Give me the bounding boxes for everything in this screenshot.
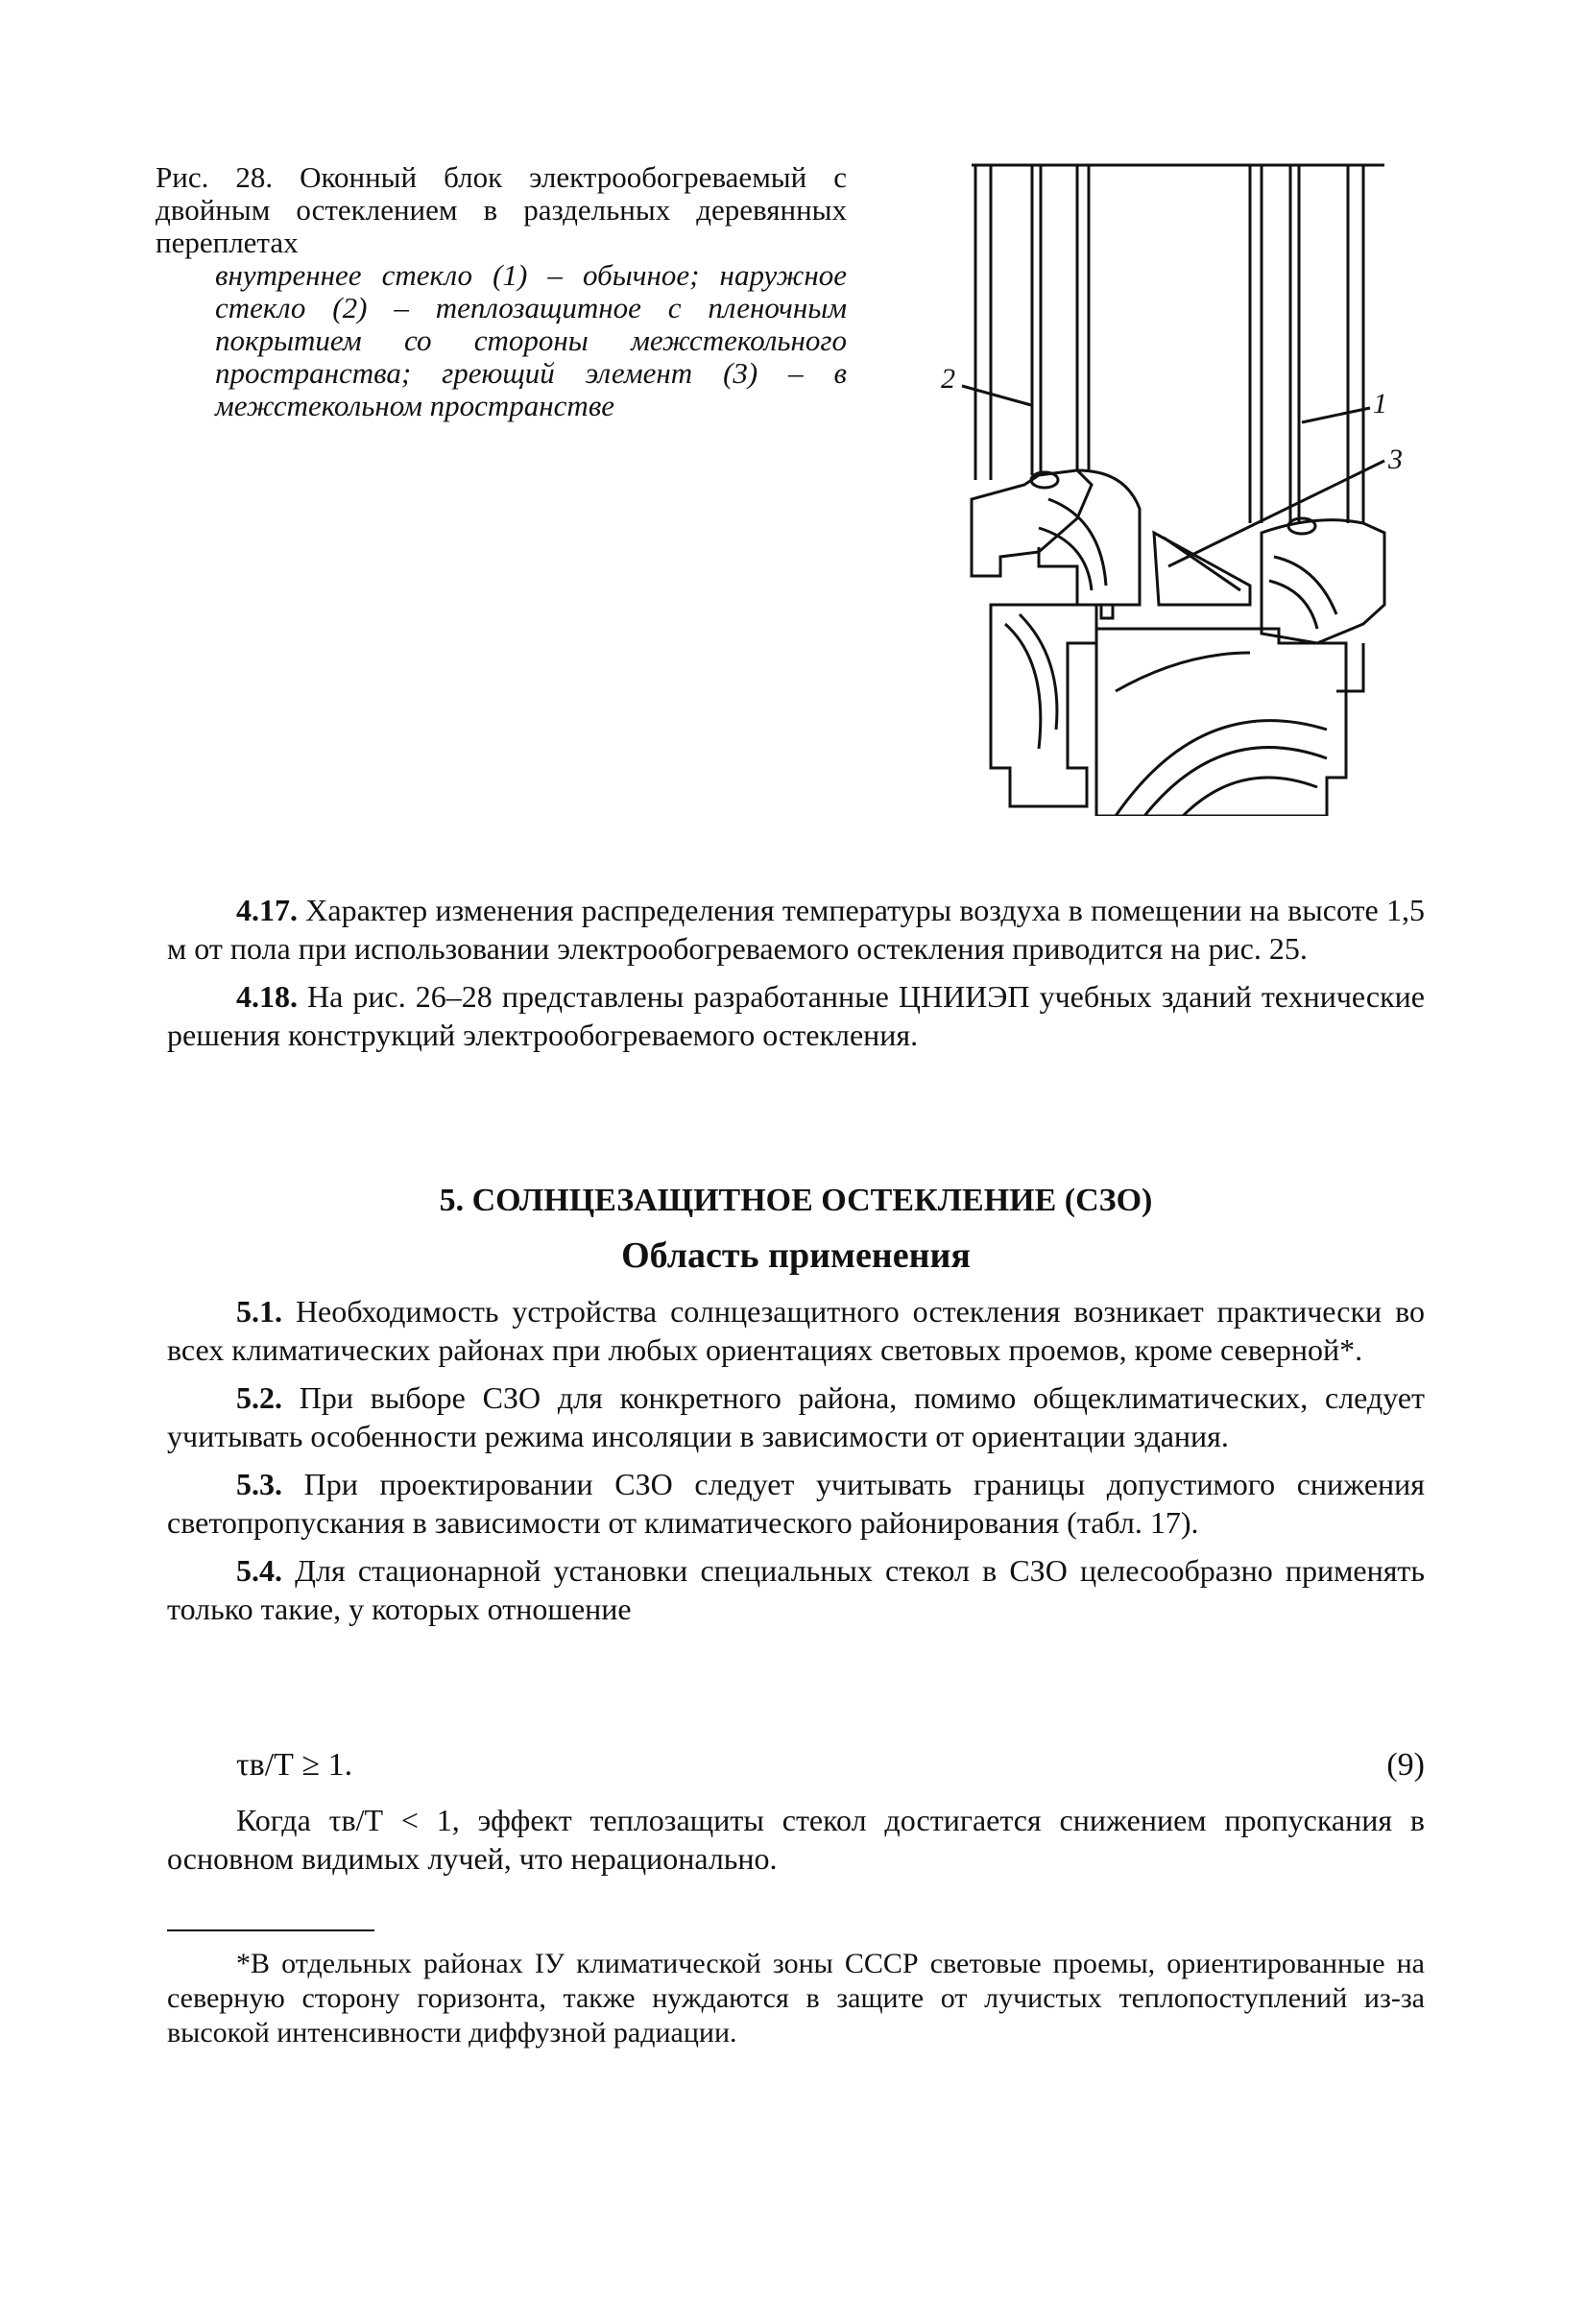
section-4-paragraphs xyxy=(167,891,1425,1064)
seal-block xyxy=(1101,605,1113,618)
paragraph-text: Для стационарной установки специальных стекол в СЗО целесообразно применять только такие, у которых отношение xyxy=(167,1553,1425,1626)
label-2: 2 xyxy=(941,363,955,395)
paragraph-text: При выборе СЗО для конкретного района, помимо общеклиматических, следует учитывать особенности режима инсоляции в зависимости от ориентации здания. xyxy=(167,1380,1425,1453)
figure-caption-description: внутреннее стекло (1) – обычное; наружное стекло (2) – теплозащитное с пленочным покрытием со стороны межстекольного пространства; греющий элемент (3) – в межстекольном пространстве xyxy=(215,258,847,422)
paragraph-number: 5.3. xyxy=(236,1467,282,1501)
wood-grain xyxy=(1020,614,1057,730)
frame-line xyxy=(1336,643,1363,691)
wood-grain xyxy=(1183,778,1317,816)
formula-expression: τв/Т ≥ 1. xyxy=(236,1747,353,1783)
leader-line-1 xyxy=(1302,408,1370,422)
wood-grain xyxy=(1039,528,1092,590)
paragraph-text: При проектировании СЗО следует учитывать границы допустимого снижения светопропускания в зависимости от климатического районирования (табл. 17). xyxy=(167,1467,1425,1540)
section-subtitle: Область применения xyxy=(621,1235,971,1276)
right-sash-profile xyxy=(1262,520,1384,643)
paragraph-4-18 xyxy=(167,977,1425,1054)
section-title: 5. СОЛНЦЕЗАЩИТНОЕ ОСТЕКЛЕНИЕ (СЗО) xyxy=(439,1183,1153,1218)
paragraph-number: 4.17. xyxy=(236,893,298,927)
paragraph-text: На рис. 26–28 представлены разработанные ЦНИИЭП учебных зданий технические решения конструкций электрообогреваемого остекления. xyxy=(167,979,1425,1052)
paragraph-number: 5.4. xyxy=(236,1553,282,1588)
after-formula-block xyxy=(167,1801,1425,1887)
label-1: 1 xyxy=(1373,388,1387,419)
paragraph-5-4 xyxy=(167,1551,1425,1628)
paragraph-text: Необходимость устройства солнцезащитного остекления возникает практически во всех климатических районах при любых ориентациях световых проемов, кроме северной*. xyxy=(167,1294,1425,1367)
wood-grain xyxy=(1116,653,1250,691)
formula-number: (9) xyxy=(1386,1747,1425,1783)
wood-grain xyxy=(1269,581,1317,629)
leader-line-3 xyxy=(1168,461,1384,566)
figure-caption xyxy=(156,161,847,422)
footnote-divider xyxy=(167,1929,374,1931)
paragraph-number: 4.18. xyxy=(236,979,298,1014)
paragraph-number: 5.1. xyxy=(236,1294,282,1329)
figure-caption-title: Рис. 28. Оконный блок электрообогреваемый с двойным остеклением в раздельных деревянных переплетах xyxy=(156,160,847,259)
left-sash-profile xyxy=(972,470,1092,576)
heating-element xyxy=(1154,533,1250,605)
paragraph-5-3 xyxy=(167,1465,1425,1542)
glass-seal xyxy=(1288,518,1315,534)
formula-9 xyxy=(236,1747,1425,1784)
label-3: 3 xyxy=(1388,443,1403,475)
window-block-drawing xyxy=(933,154,1452,816)
paragraph-4-17 xyxy=(167,891,1425,968)
paragraph-text: Характер изменения распределения температуры воздуха в помещении на высоте 1,5 м от пола при использовании электрообогреваемого остекления приводится на рис. 25. xyxy=(167,893,1425,966)
paragraph-5-2 xyxy=(167,1378,1425,1455)
paragraph-5-1 xyxy=(167,1292,1425,1369)
paragraph-after-formula: Когда τв/Т < 1, эффект теплозащиты стекол достигается снижением пропускания в основном видимых лучей, что нерационально. xyxy=(167,1803,1425,1876)
footnote: *В отдельных районах IУ климатической зоны СССР световые проемы, ориентированные на северную сторону горизонта, также нуждаются в защите от лучистых теплопоступлений из-за высокой интенсивности диффузной радиации. xyxy=(167,1948,1425,2048)
leader-line-2 xyxy=(962,386,1031,405)
window-section-svg xyxy=(933,154,1452,816)
left-frame-profile xyxy=(991,605,1096,806)
wood-grain xyxy=(1116,721,1327,816)
section-5-paragraphs xyxy=(167,1292,1425,1638)
paragraph-number: 5.2. xyxy=(236,1380,282,1415)
wood-grain xyxy=(1005,624,1041,749)
